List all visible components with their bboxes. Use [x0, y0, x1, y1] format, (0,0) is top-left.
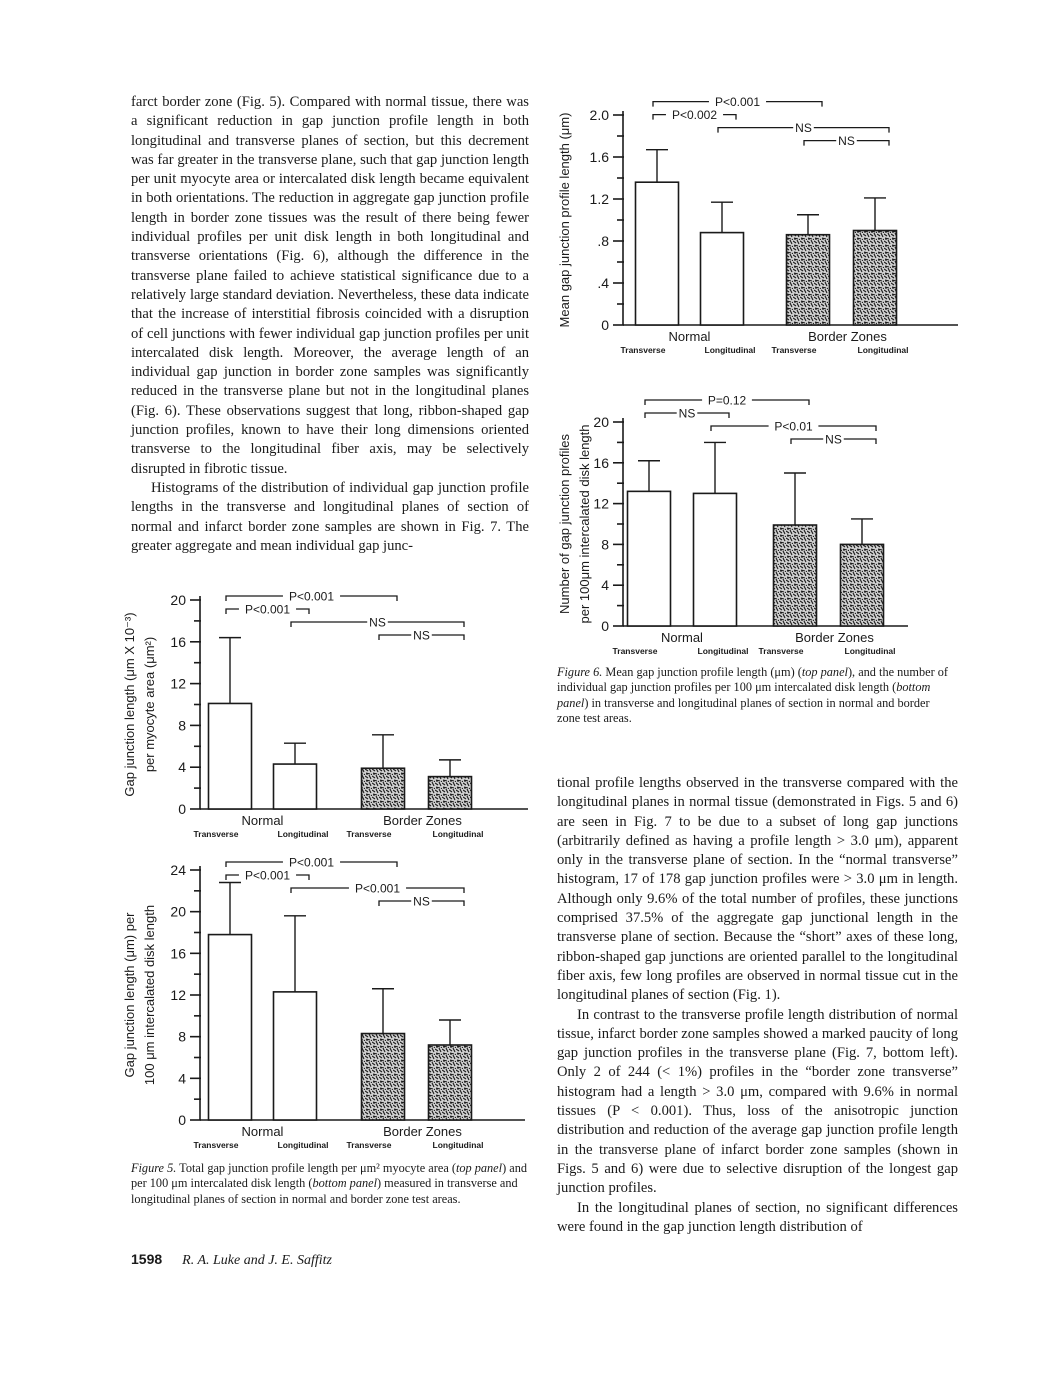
bar-label: Transverse — [771, 345, 817, 355]
significance-label: P<0.001 — [288, 589, 335, 604]
bar-label: Longitudinal — [697, 646, 749, 656]
significance-bracket — [291, 888, 349, 893]
y-tick-label: 20 — [170, 592, 186, 608]
significance-bracket — [645, 413, 677, 418]
group-label: Normal — [661, 630, 703, 645]
y-tick-label: 0 — [178, 801, 186, 817]
y-tick-label: .4 — [597, 275, 609, 291]
significance-bracket — [296, 875, 309, 880]
bar-label: Transverse — [193, 1140, 239, 1150]
bar — [429, 1045, 472, 1120]
y-tick-label: 8 — [601, 536, 609, 553]
bar — [429, 777, 472, 809]
bar-label: Longitudinal — [704, 345, 756, 355]
significance-bracket — [697, 413, 729, 418]
significance-label: NS — [795, 121, 812, 136]
y-tick-label: 8 — [178, 1028, 186, 1045]
y-tick-label: 20 — [170, 903, 186, 920]
y-tick-label: 16 — [593, 454, 609, 471]
significance-bracket — [432, 635, 464, 640]
significance-bracket — [340, 596, 397, 601]
page-number: 1598 — [131, 1251, 163, 1267]
y-tick-label: 4 — [178, 1070, 186, 1087]
y-tick-label: 12 — [170, 675, 186, 692]
y-tick-label: 16 — [170, 633, 186, 650]
bar-label: Transverse — [612, 646, 658, 656]
paragraph: In the longitudinal planes of section, no significant differences were found in the gap junction length distribution of — [557, 1199, 958, 1235]
bar — [774, 525, 817, 626]
bar-label: Longitudinal — [277, 1140, 329, 1150]
paragraph: Histograms of the distribution of individual gap junction profile lengths in the transverse and longitudinal planes of section of normal and infarct border zone samples are shown in Fig. 7. The greater aggregate and mean individual gap junc- — [131, 479, 529, 554]
y-tick-label: 0 — [601, 317, 609, 333]
significance-bracket — [653, 115, 666, 120]
significance-label: NS — [678, 406, 696, 421]
group-label: Border Zones — [808, 329, 887, 344]
paragraph: tional profile lengths observed in the transverse compared with the longitudinal planes in normal tissue (demonstrated in Figs. 5 and 6) are seen in Fig. 7 to be due to a subset of long gap junctions (arbitrarily defined as having a profile length > 3.0 μm), apparent only in the transverse plane of section. In the “normal transverse” histogram, 17 of 178 gap junction profiles were > 3.0 μm in length. Although only 9.6% of the total number of profiles, these junctions comprised 37.5% of the aggregate gap junctional length in the transverse plane of section. Because the “short” axes of these long, ribbon-shaped gap junctions are oriented parallel to the longitudinal fiber axis, few long profiles are observed in normal tissue cut in the longitudinal planes of section (Fig. 1). — [557, 775, 958, 1004]
bar — [362, 1034, 405, 1120]
group-label: Border Zones — [383, 813, 462, 828]
significance-label: P<0.001 — [354, 881, 401, 896]
significance-bracket — [844, 439, 876, 444]
significance-label: P<0.002 — [671, 108, 718, 123]
significance-bracket — [752, 400, 809, 405]
y-tick-label: 0 — [178, 1112, 186, 1128]
significance-bracket — [432, 901, 464, 906]
significance-bracket — [291, 622, 367, 627]
bar — [274, 992, 317, 1120]
y-tick-label: 20 — [593, 414, 609, 430]
bar-label: Longitudinal — [844, 646, 896, 656]
significance-bracket — [804, 141, 836, 146]
figure5-bottom-chart — [120, 852, 530, 1157]
significance-bracket — [379, 901, 411, 906]
significance-bracket — [388, 622, 464, 627]
group-label: Normal — [241, 813, 284, 828]
bar-label: Transverse — [346, 829, 392, 839]
significance-label: NS — [825, 432, 842, 447]
paragraph: farct border zone (Fig. 5). Compared with normal tissue, there was a significant reduction in gap junction profile length in both longitudinal and transverse planes of section, but this decrement was far greater in the transverse plane, such that gap junction length per unit myocyte area or intercalated disk length became equivalent in both orientations. The reduction in aggregate gap junction profile length in border zone tissues was the result of there being fewer individual profiles per unit disk length in both longitudinal and transverse orientations (Fig. 6), although the difference in the transverse plane failed to achieve statistical significance due to a relatively large standard deviation. Nevertheless, these data indicate that the increase of interstitial fibrosis coincided with a disruption of cell junctions with fewer individual gap junction profiles per unit intercalated disk length. Moreover, the average length of an individual gap junction in border zone samples was significantly reduced in the transverse plane but not in the longitudinal planes (Fig. 6). These observations suggest that long, ribbon-shaped gap junction profiles, known to have their long dimensions oriented transverse to the longitudinal fiber axis, may be selectively disrupted in fibrotic tissue. — [131, 94, 529, 477]
significance-bracket — [226, 862, 283, 867]
bar-label: Transverse — [758, 646, 804, 656]
bar — [787, 235, 830, 325]
bar — [636, 182, 679, 325]
y-tick-label: 12 — [170, 987, 186, 1003]
significance-bracket — [711, 426, 769, 431]
significance-label: NS — [413, 894, 430, 909]
y-tick-label: 4 — [178, 759, 186, 776]
figure5-top-chart — [120, 586, 530, 846]
figure6-caption: Figure 6. Mean gap junction profile length (μm) (top panel), and the number of individual gap junction profiles per 100 μm intercalated disk length (bottom panel) in transverse and longitudinal planes of section in normal and border zone test areas. — [557, 665, 949, 726]
caption-label: Figure 5. — [131, 1161, 177, 1175]
page-footer — [131, 1251, 332, 1269]
significance-label: NS — [413, 628, 430, 643]
significance-bracket — [857, 141, 889, 146]
running-authors: R. A. Luke and J. E. Saffitz — [182, 1253, 332, 1268]
caption-label: Figure 6. — [557, 665, 603, 679]
significance-label: P=0.12 — [707, 393, 747, 408]
significance-bracket — [226, 875, 239, 880]
significance-label: P<0.001 — [244, 868, 291, 883]
y-tick-label: 1.6 — [589, 149, 609, 165]
significance-bracket — [814, 128, 889, 133]
significance-bracket — [379, 635, 411, 640]
bar — [854, 231, 897, 326]
significance-bracket — [645, 400, 702, 405]
y-axis-label: per myocyte area (μm²) — [142, 636, 157, 773]
bar-label: Longitudinal — [432, 1140, 484, 1150]
significance-bracket — [296, 609, 309, 614]
bar — [628, 491, 671, 626]
significance-bracket — [723, 115, 736, 120]
figure5-caption: Figure 5. Total gap junction profile length per μm² myocyte area (top panel) and per 100 μm intercalated disk length (bottom panel) measured in transverse and longitudinal planes of section in normal and border zone test areas. — [131, 1161, 527, 1206]
significance-bracket — [718, 128, 793, 133]
significance-bracket — [791, 439, 823, 444]
y-axis-label: Number of gap junction profiles — [557, 434, 572, 614]
significance-bracket — [818, 426, 876, 431]
group-label: Border Zones — [795, 630, 874, 645]
bar — [274, 764, 317, 809]
significance-bracket — [226, 596, 283, 601]
y-axis-label: Gap junction length (μm) per — [122, 912, 137, 1078]
figure6-top-chart — [555, 86, 965, 366]
group-label: Normal — [241, 1124, 284, 1139]
significance-bracket — [406, 888, 464, 893]
y-tick-label: 16 — [170, 945, 186, 962]
left-text-column — [131, 93, 529, 556]
bar — [694, 493, 737, 626]
bar-label: Longitudinal — [432, 829, 484, 839]
significance-label: P<0.001 — [288, 855, 335, 870]
right-text-column — [557, 774, 958, 1237]
significance-label: NS — [838, 134, 855, 149]
y-axis-label: per 100μm intercalated disk length — [577, 424, 592, 624]
significance-label: NS — [369, 615, 386, 630]
y-tick-label: 2.0 — [589, 107, 609, 123]
group-label: Border Zones — [383, 1124, 462, 1139]
figure6-bottom-chart — [555, 390, 965, 660]
significance-bracket — [226, 609, 239, 614]
bar-label: Transverse — [620, 345, 666, 355]
y-tick-label: 1.2 — [589, 191, 609, 207]
bar — [362, 768, 405, 809]
bar-label: Transverse — [346, 1140, 392, 1150]
group-label: Normal — [668, 329, 711, 344]
y-axis-label: Gap junction length (μm X 10⁻³) — [122, 612, 137, 797]
significance-label: P<0.01 — [774, 419, 813, 434]
significance-label: P<0.001 — [714, 95, 761, 110]
y-tick-label: .8 — [597, 233, 609, 249]
significance-bracket — [766, 102, 822, 107]
bar — [841, 544, 884, 626]
bar — [209, 935, 252, 1120]
y-axis-label: Mean gap junction profile length (μm) — [557, 112, 572, 328]
y-tick-label: 12 — [593, 495, 609, 512]
significance-label: P<0.001 — [244, 602, 291, 617]
bar — [701, 233, 744, 325]
significance-bracket — [340, 862, 397, 867]
paragraph: In contrast to the transverse profile length distribution of normal tissue, infarct border zone samples showed a marked paucity of long gap junction profiles in the transverse plane (Fig. 7, bottom left). Only 2 of 244 (< 1%) profiles in the “border zone transverse” histogram had a length > 3.0 μm, compared with 9.6% in normal tissues (P < 0.001). Thus, loss of the anisotropic junction distribution and reduction of the average gap junction profile length in the transverse plane of infarct border zone samples (shown in Figs. 5 and 6) were due to selective disruption of the longest gap junction profiles. — [557, 1006, 958, 1197]
bar-label: Transverse — [193, 829, 239, 839]
bar-label: Longitudinal — [857, 345, 909, 355]
y-axis-label: 100 μm intercalated disk length — [142, 904, 157, 1086]
y-tick-label: 8 — [178, 717, 186, 734]
bar-label: Longitudinal — [277, 829, 329, 839]
y-tick-label: 0 — [601, 618, 609, 634]
bar — [209, 703, 252, 809]
y-tick-label: 4 — [601, 577, 609, 594]
significance-bracket — [653, 102, 709, 107]
y-tick-label: 24 — [170, 862, 186, 878]
